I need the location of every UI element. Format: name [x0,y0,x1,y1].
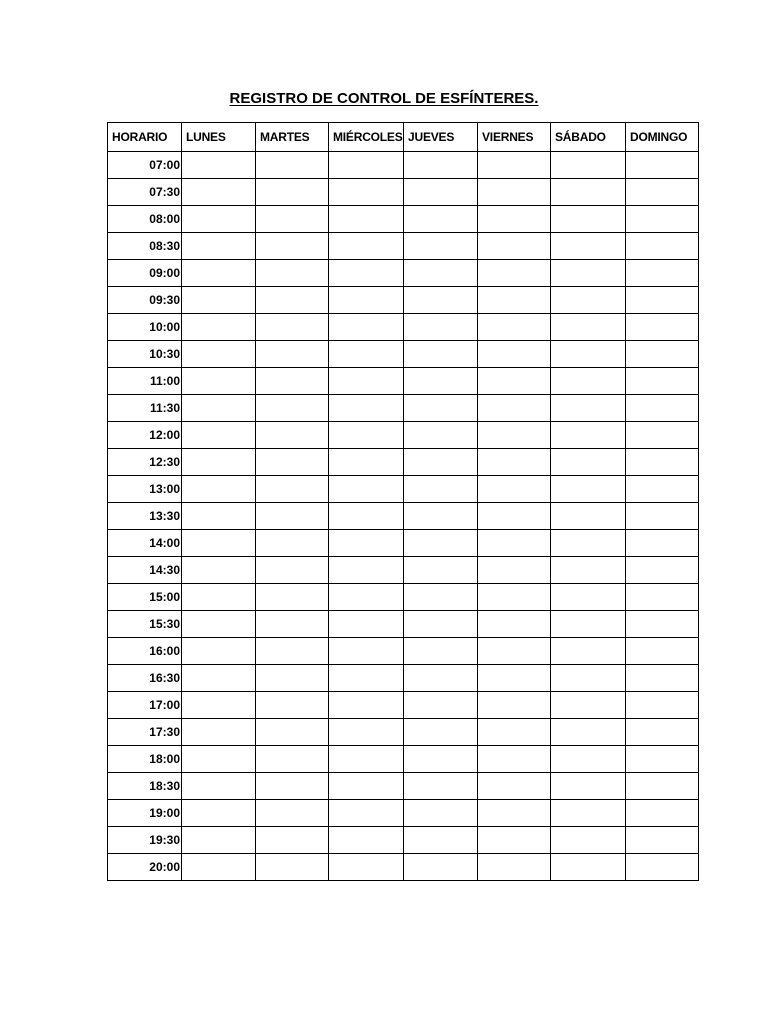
table-row [108,395,699,422]
cell-viernes[interactable] [478,260,551,287]
cell-martes[interactable] [256,746,329,773]
time-label: 18:00 [108,746,182,773]
cell-miercoles[interactable] [329,638,404,665]
time-label: 14:00 [108,530,182,557]
cell-miercoles[interactable] [329,584,404,611]
cell-sabado[interactable] [551,179,626,206]
cell-lunes[interactable] [182,800,256,827]
cell-jueves[interactable] [404,206,478,233]
cell-miercoles[interactable] [329,341,404,368]
cell-viernes[interactable] [478,827,551,854]
cell-miercoles[interactable] [329,152,404,179]
cell-jueves[interactable] [404,638,478,665]
cell-viernes[interactable] [478,314,551,341]
cell-viernes[interactable] [478,179,551,206]
cell-jueves[interactable] [404,800,478,827]
cell-domingo[interactable] [626,773,699,800]
cell-domingo[interactable] [626,854,699,881]
cell-jueves[interactable] [404,179,478,206]
cell-martes[interactable] [256,800,329,827]
time-label: 11:00 [108,368,182,395]
cell-sabado[interactable] [551,449,626,476]
cell-jueves[interactable] [404,584,478,611]
cell-lunes[interactable] [182,503,256,530]
cell-sabado[interactable] [551,476,626,503]
table-row [108,638,699,665]
time-label: 14:30 [108,557,182,584]
cell-lunes[interactable] [182,827,256,854]
cell-domingo[interactable] [626,827,699,854]
cell-sabado[interactable] [551,827,626,854]
cell-domingo[interactable] [626,152,699,179]
table-row [108,611,699,638]
cell-jueves[interactable] [404,260,478,287]
cell-sabado[interactable] [551,530,626,557]
table-row [108,179,699,206]
cell-jueves[interactable] [404,341,478,368]
cell-lunes[interactable] [182,395,256,422]
cell-sabado[interactable] [551,233,626,260]
table-row [108,368,699,395]
cell-martes[interactable] [256,422,329,449]
time-label: 09:30 [108,287,182,314]
cell-viernes[interactable] [478,368,551,395]
register-table [107,122,699,881]
cell-viernes[interactable] [478,449,551,476]
cell-domingo[interactable] [626,557,699,584]
cell-sabado[interactable] [551,260,626,287]
cell-domingo[interactable] [626,368,699,395]
cell-martes[interactable] [256,584,329,611]
table-row [108,854,699,881]
cell-miercoles[interactable] [329,287,404,314]
cell-viernes[interactable] [478,395,551,422]
cell-jueves[interactable] [404,287,478,314]
cell-viernes[interactable] [478,800,551,827]
cell-domingo[interactable] [626,314,699,341]
cell-lunes[interactable] [182,449,256,476]
cell-miercoles[interactable] [329,827,404,854]
cell-jueves[interactable] [404,557,478,584]
cell-domingo[interactable] [626,800,699,827]
time-label: 15:00 [108,584,182,611]
time-label: 19:30 [108,827,182,854]
cell-jueves[interactable] [404,692,478,719]
table-row [108,314,699,341]
cell-martes[interactable] [256,179,329,206]
time-label: 09:00 [108,260,182,287]
cell-miercoles[interactable] [329,611,404,638]
table-row [108,719,699,746]
header-row [108,123,699,152]
cell-sabado[interactable] [551,773,626,800]
time-label: 08:30 [108,233,182,260]
cell-miercoles[interactable] [329,368,404,395]
cell-sabado[interactable] [551,692,626,719]
cell-domingo[interactable] [626,719,699,746]
cell-viernes[interactable] [478,503,551,530]
table-row [108,530,699,557]
cell-domingo[interactable] [626,665,699,692]
cell-viernes[interactable] [478,719,551,746]
time-label: 07:30 [108,179,182,206]
cell-martes[interactable] [256,476,329,503]
cell-viernes[interactable] [478,557,551,584]
cell-martes[interactable] [256,611,329,638]
cell-jueves[interactable] [404,827,478,854]
cell-sabado[interactable] [551,557,626,584]
table-row [108,341,699,368]
cell-martes[interactable] [256,206,329,233]
cell-lunes[interactable] [182,341,256,368]
cell-sabado[interactable] [551,206,626,233]
time-label: 07:00 [108,152,182,179]
cell-martes[interactable] [256,719,329,746]
table-row [108,233,699,260]
table-row [108,692,699,719]
cell-lunes[interactable] [182,476,256,503]
cell-viernes[interactable] [478,665,551,692]
cell-viernes[interactable] [478,152,551,179]
cell-martes[interactable] [256,368,329,395]
cell-sabado[interactable] [551,368,626,395]
cell-lunes[interactable] [182,233,256,260]
column-header-viernes: VIERNES [478,123,551,152]
cell-lunes[interactable] [182,260,256,287]
time-label: 10:00 [108,314,182,341]
cell-lunes[interactable] [182,584,256,611]
cell-lunes[interactable] [182,422,256,449]
cell-sabado[interactable] [551,287,626,314]
cell-martes[interactable] [256,530,329,557]
table-row [108,152,699,179]
cell-martes[interactable] [256,503,329,530]
cell-miercoles[interactable] [329,395,404,422]
cell-martes[interactable] [256,638,329,665]
cell-domingo[interactable] [626,449,699,476]
time-label: 13:00 [108,476,182,503]
cell-martes[interactable] [256,152,329,179]
cell-miercoles[interactable] [329,422,404,449]
table-row [108,206,699,233]
cell-sabado[interactable] [551,584,626,611]
cell-martes[interactable] [256,449,329,476]
time-label: 15:30 [108,611,182,638]
cell-lunes[interactable] [182,719,256,746]
cell-miercoles[interactable] [329,314,404,341]
cell-sabado[interactable] [551,314,626,341]
cell-jueves[interactable] [404,314,478,341]
cell-sabado[interactable] [551,719,626,746]
cell-sabado[interactable] [551,152,626,179]
table-row [108,260,699,287]
column-header-jueves: JUEVES [404,123,478,152]
time-label: 18:30 [108,773,182,800]
cell-miercoles[interactable] [329,530,404,557]
cell-viernes[interactable] [478,773,551,800]
cell-miercoles[interactable] [329,692,404,719]
cell-domingo[interactable] [626,260,699,287]
table-row [108,503,699,530]
cell-jueves[interactable] [404,611,478,638]
cell-martes[interactable] [256,557,329,584]
cell-miercoles[interactable] [329,449,404,476]
cell-jueves[interactable] [404,152,478,179]
cell-domingo[interactable] [626,584,699,611]
column-header-lunes: LUNES [182,123,256,152]
cell-miercoles[interactable] [329,746,404,773]
cell-viernes[interactable] [478,341,551,368]
cell-viernes[interactable] [478,854,551,881]
cell-lunes[interactable] [182,206,256,233]
cell-lunes[interactable] [182,287,256,314]
table-row [108,665,699,692]
cell-sabado[interactable] [551,395,626,422]
cell-martes[interactable] [256,395,329,422]
cell-miercoles[interactable] [329,233,404,260]
cell-martes[interactable] [256,827,329,854]
cell-domingo[interactable] [626,395,699,422]
cell-domingo[interactable] [626,341,699,368]
cell-jueves[interactable] [404,773,478,800]
cell-domingo[interactable] [626,476,699,503]
cell-lunes[interactable] [182,152,256,179]
time-label: 12:30 [108,449,182,476]
cell-sabado[interactable] [551,503,626,530]
time-label: 08:00 [108,206,182,233]
cell-viernes[interactable] [478,611,551,638]
cell-domingo[interactable] [626,611,699,638]
cell-lunes[interactable] [182,611,256,638]
cell-martes[interactable] [256,341,329,368]
cell-viernes[interactable] [478,476,551,503]
table-row [108,746,699,773]
cell-domingo[interactable] [626,692,699,719]
cell-lunes[interactable] [182,638,256,665]
time-label: 19:00 [108,800,182,827]
page-title-text: REGISTRO DE CONTROL DE ESFÍNTERES. [229,90,539,107]
cell-lunes[interactable] [182,530,256,557]
time-label: 20:00 [108,854,182,881]
table-row [108,800,699,827]
time-label: 17:00 [108,692,182,719]
column-header-martes: MARTES [256,123,329,152]
cell-miercoles[interactable] [329,557,404,584]
cell-martes[interactable] [256,692,329,719]
cell-domingo[interactable] [626,206,699,233]
time-label: 16:00 [108,638,182,665]
column-header-sabado: SÁBADO [551,123,626,152]
cell-miercoles[interactable] [329,854,404,881]
cell-viernes[interactable] [478,206,551,233]
cell-martes[interactable] [256,287,329,314]
register-body [108,152,699,881]
column-header-domingo: DOMINGO [626,123,699,152]
cell-domingo[interactable] [626,746,699,773]
time-label: 12:00 [108,422,182,449]
cell-jueves[interactable] [404,476,478,503]
time-label: 16:30 [108,665,182,692]
cell-sabado[interactable] [551,422,626,449]
cell-lunes[interactable] [182,773,256,800]
cell-miercoles[interactable] [329,503,404,530]
cell-domingo[interactable] [626,287,699,314]
cell-miercoles[interactable] [329,179,404,206]
cell-martes[interactable] [256,773,329,800]
cell-lunes[interactable] [182,179,256,206]
cell-miercoles[interactable] [329,665,404,692]
time-label: 11:30 [108,395,182,422]
cell-viernes[interactable] [478,692,551,719]
cell-jueves[interactable] [404,530,478,557]
cell-domingo[interactable] [626,503,699,530]
cell-domingo[interactable] [626,422,699,449]
table-row [108,584,699,611]
cell-jueves[interactable] [404,368,478,395]
cell-lunes[interactable] [182,746,256,773]
cell-jueves[interactable] [404,719,478,746]
cell-viernes[interactable] [478,584,551,611]
cell-lunes[interactable] [182,854,256,881]
cell-jueves[interactable] [404,233,478,260]
cell-lunes[interactable] [182,692,256,719]
cell-martes[interactable] [256,314,329,341]
cell-martes[interactable] [256,665,329,692]
cell-jueves[interactable] [404,854,478,881]
cell-sabado[interactable] [551,800,626,827]
cell-miercoles[interactable] [329,476,404,503]
cell-lunes[interactable] [182,314,256,341]
cell-jueves[interactable] [404,503,478,530]
cell-martes[interactable] [256,854,329,881]
cell-lunes[interactable] [182,368,256,395]
table-row [108,449,699,476]
cell-domingo[interactable] [626,530,699,557]
cell-sabado[interactable] [551,341,626,368]
time-label: 17:30 [108,719,182,746]
cell-miercoles[interactable] [329,800,404,827]
cell-miercoles[interactable] [329,206,404,233]
table-row [108,476,699,503]
column-header-horario: HORARIO [108,123,182,152]
cell-sabado[interactable] [551,611,626,638]
cell-domingo[interactable] [626,233,699,260]
cell-jueves[interactable] [404,395,478,422]
cell-jueves[interactable] [404,746,478,773]
cell-viernes[interactable] [478,287,551,314]
table-row [108,773,699,800]
table-row [108,422,699,449]
cell-jueves[interactable] [404,449,478,476]
page-title [0,90,768,107]
cell-sabado[interactable] [551,665,626,692]
cell-lunes[interactable] [182,665,256,692]
cell-sabado[interactable] [551,746,626,773]
cell-sabado[interactable] [551,854,626,881]
table-row [108,557,699,584]
cell-lunes[interactable] [182,557,256,584]
cell-viernes[interactable] [478,233,551,260]
cell-viernes[interactable] [478,530,551,557]
time-label: 13:30 [108,503,182,530]
cell-jueves[interactable] [404,665,478,692]
cell-martes[interactable] [256,233,329,260]
cell-jueves[interactable] [404,422,478,449]
cell-miercoles[interactable] [329,773,404,800]
cell-miercoles[interactable] [329,260,404,287]
cell-viernes[interactable] [478,422,551,449]
cell-miercoles[interactable] [329,719,404,746]
column-header-miercoles: MIÉRCOLES [329,123,404,152]
cell-martes[interactable] [256,260,329,287]
cell-sabado[interactable] [551,638,626,665]
time-label: 10:30 [108,341,182,368]
cell-viernes[interactable] [478,746,551,773]
table-row [108,287,699,314]
cell-viernes[interactable] [478,638,551,665]
table-row [108,827,699,854]
cell-domingo[interactable] [626,179,699,206]
cell-domingo[interactable] [626,638,699,665]
